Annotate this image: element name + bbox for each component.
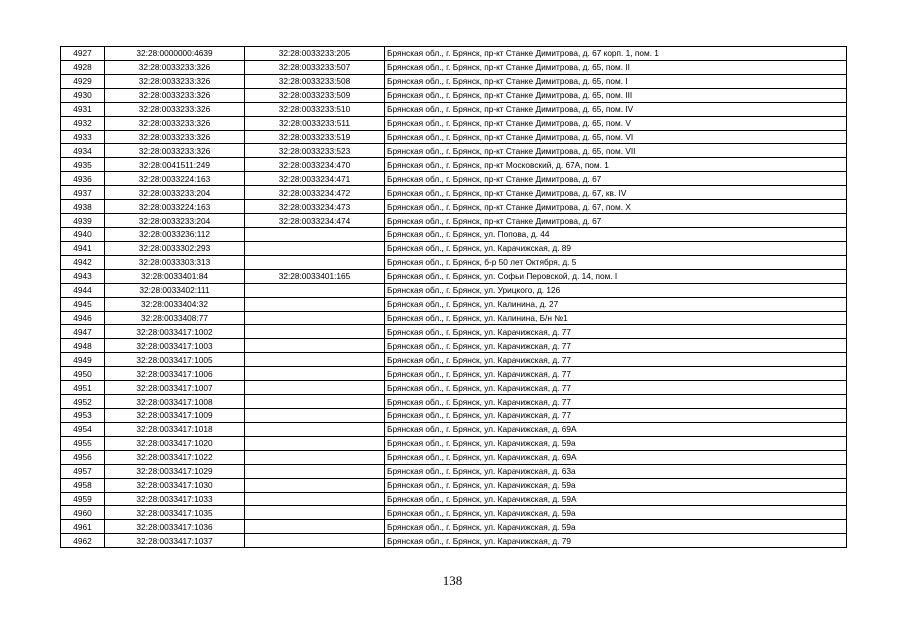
table-row [61,102,847,116]
cadastral-number-cell: 32:28:0033401:84 [105,269,245,283]
cadastral-number-cell: 32:28:0033233:326 [105,130,245,144]
cadastral-number-cell: 32:28:0033417:1009 [105,408,245,422]
address-cell: Брянская обл., г. Брянск, ул. Карачижская, д. 79 [385,534,847,548]
related-cadastral-number-cell: 32:28:0033401:165 [245,269,385,283]
document-table-body [61,47,847,548]
table-row [61,325,847,339]
related-cadastral-number-cell: 32:28:0033233:509 [245,88,385,102]
address-cell: Брянская обл., г. Брянск, пр-кт Станке Димитрова, д. 65, пом. VII [385,144,847,158]
row-number-cell: 4942 [61,255,105,269]
cadastral-number-cell: 32:28:0033303:313 [105,255,245,269]
table-row [61,144,847,158]
related-cadastral-number-cell [245,422,385,436]
related-cadastral-number-cell [245,534,385,548]
related-cadastral-number-cell [245,367,385,381]
cadastral-number-cell: 32:28:0033417:1022 [105,450,245,464]
table-row [61,186,847,200]
address-cell: Брянская обл., г. Брянск, пр-кт Станке Димитрова, д. 65, пом. I [385,74,847,88]
table-row [61,214,847,228]
row-number-cell: 4936 [61,172,105,186]
address-cell: Брянская обл., г. Брянск, ул. Карачижская, д. 69А [385,422,847,436]
address-cell: Брянская обл., г. Брянск, ул. Карачижская, д. 77 [385,367,847,381]
cadastral-number-cell: 32:28:0033417:1007 [105,381,245,395]
table-row [61,297,847,311]
table-row [61,130,847,144]
cadastral-number-cell: 32:28:0033408:77 [105,311,245,325]
table-row [61,60,847,74]
table-row [61,422,847,436]
cadastral-number-cell: 32:28:0033417:1006 [105,367,245,381]
address-cell: Брянская обл., г. Брянск, ул. Карачижская, д. 77 [385,381,847,395]
cadastral-number-cell: 32:28:0033233:326 [105,144,245,158]
address-cell: Брянская обл., г. Брянск, пр-кт Станке Димитрова, д. 67 [385,172,847,186]
related-cadastral-number-cell [245,408,385,422]
address-cell: Брянская обл., г. Брянск, ул. Карачижская, д. 59а [385,506,847,520]
cadastral-number-cell: 32:28:0033417:1030 [105,478,245,492]
table-row [61,450,847,464]
address-cell: Брянская обл., г. Брянск, пр-кт Станке Димитрова, д. 67, кв. IV [385,186,847,200]
related-cadastral-number-cell [245,339,385,353]
related-cadastral-number-cell [245,381,385,395]
related-cadastral-number-cell [245,395,385,409]
table-row [61,47,847,61]
table-row [61,241,847,255]
row-number-cell: 4951 [61,381,105,395]
row-number-cell: 4937 [61,186,105,200]
address-cell: Брянская обл., г. Брянск, ул. Карачижская, д. 59А [385,492,847,506]
related-cadastral-number-cell: 32:28:0033233:519 [245,130,385,144]
related-cadastral-number-cell: 32:28:0033234:474 [245,214,385,228]
table-row [61,492,847,506]
address-cell: Брянская обл., г. Брянск, пр-кт Станке Димитрова, д. 65, пом. V [385,116,847,130]
row-number-cell: 4928 [61,60,105,74]
cadastral-number-cell: 32:28:0033224:163 [105,172,245,186]
address-cell: Брянская обл., г. Брянск, пр-кт Станке Димитрова, д. 65, пом. IV [385,102,847,116]
cadastral-number-cell: 32:28:0000000:4639 [105,47,245,61]
address-cell: Брянская обл., г. Брянск, ул. Попова, д. 44 [385,227,847,241]
row-number-cell: 4950 [61,367,105,381]
cadastral-number-cell: 32:28:0033417:1008 [105,395,245,409]
address-cell: Брянская обл., г. Брянск, пр-кт Станке Димитрова, д. 65, пом. III [385,88,847,102]
table-row [61,88,847,102]
related-cadastral-number-cell: 32:28:0033234:472 [245,186,385,200]
row-number-cell: 4952 [61,395,105,409]
row-number-cell: 4956 [61,450,105,464]
cadastral-number-cell: 32:28:0041511:249 [105,158,245,172]
row-number-cell: 4947 [61,325,105,339]
related-cadastral-number-cell: 32:28:0033233:523 [245,144,385,158]
cadastral-number-cell: 32:28:0033417:1036 [105,520,245,534]
cadastral-number-cell: 32:28:0033417:1018 [105,422,245,436]
row-number-cell: 4935 [61,158,105,172]
address-cell: Брянская обл., г. Брянск, б-р 50 лет Октября, д. 5 [385,255,847,269]
related-cadastral-number-cell: 32:28:0033234:470 [245,158,385,172]
row-number-cell: 4943 [61,269,105,283]
related-cadastral-number-cell [245,255,385,269]
related-cadastral-number-cell: 32:28:0033233:507 [245,60,385,74]
cadastral-number-cell: 32:28:0033233:326 [105,102,245,116]
table-row [61,520,847,534]
table-row [61,506,847,520]
table-row [61,367,847,381]
table-row [61,395,847,409]
table-row [61,353,847,367]
address-cell: Брянская обл., г. Брянск, ул. Карачижская, д. 69А [385,450,847,464]
cadastral-number-cell: 32:28:0033417:1033 [105,492,245,506]
cadastral-number-cell: 32:28:0033302:293 [105,241,245,255]
address-cell: Брянская обл., г. Брянск, ул. Урицкого, д. 126 [385,283,847,297]
row-number-cell: 4931 [61,102,105,116]
related-cadastral-number-cell [245,325,385,339]
row-number-cell: 4960 [61,506,105,520]
related-cadastral-number-cell [245,492,385,506]
document-table [60,46,847,548]
row-number-cell: 4959 [61,492,105,506]
address-cell: Брянская обл., г. Брянск, пр-кт Станке Димитрова, д. 67, пом. Х [385,200,847,214]
cadastral-number-cell: 32:28:0033233:326 [105,88,245,102]
row-number-cell: 4944 [61,283,105,297]
row-number-cell: 4929 [61,74,105,88]
row-number-cell: 4953 [61,408,105,422]
row-number-cell: 4946 [61,311,105,325]
related-cadastral-number-cell: 32:28:0033233:508 [245,74,385,88]
address-cell: Брянская обл., г. Брянск, ул. Карачижская, д. 59а [385,520,847,534]
cadastral-number-cell: 32:28:0033233:326 [105,60,245,74]
row-number-cell: 4955 [61,436,105,450]
address-cell: Брянская обл., г. Брянск, ул. Карачижская, д. 77 [385,339,847,353]
related-cadastral-number-cell [245,450,385,464]
related-cadastral-number-cell [245,311,385,325]
row-number-cell: 4961 [61,520,105,534]
table-row [61,255,847,269]
row-number-cell: 4932 [61,116,105,130]
table-row [61,408,847,422]
table-row [61,311,847,325]
table-row [61,200,847,214]
related-cadastral-number-cell [245,353,385,367]
cadastral-number-cell: 32:28:0033233:204 [105,214,245,228]
cadastral-number-cell: 32:28:0033236:112 [105,227,245,241]
table-row [61,172,847,186]
table-row [61,478,847,492]
address-cell: Брянская обл., г. Брянск, ул. Карачижская, д. 77 [385,395,847,409]
cadastral-number-cell: 32:28:0033417:1035 [105,506,245,520]
address-cell: Брянская обл., г. Брянск, ул. Карачижская, д. 89 [385,241,847,255]
row-number-cell: 4933 [61,130,105,144]
address-cell: Брянская обл., г. Брянск, пр-кт Станке Димитрова, д. 65, пом. VI [385,130,847,144]
cadastral-number-cell: 32:28:0033417:1020 [105,436,245,450]
table-row [61,381,847,395]
row-number-cell: 4948 [61,339,105,353]
cadastral-number-cell: 32:28:0033417:1037 [105,534,245,548]
address-cell: Брянская обл., г. Брянск, пр-кт Станке Димитрова, д. 67 [385,214,847,228]
table-row [61,158,847,172]
related-cadastral-number-cell [245,464,385,478]
address-cell: Брянская обл., г. Брянск, ул. Карачижская, д. 59а [385,478,847,492]
row-number-cell: 4962 [61,534,105,548]
address-cell: Брянская обл., г. Брянск, ул. Карачижская, д. 77 [385,353,847,367]
related-cadastral-number-cell [245,436,385,450]
related-cadastral-number-cell [245,506,385,520]
row-number-cell: 4945 [61,297,105,311]
table-row [61,116,847,130]
cadastral-number-cell: 32:28:0033224:163 [105,200,245,214]
row-number-cell: 4934 [61,144,105,158]
address-cell: Брянская обл., г. Брянск, ул. Карачижская, д. 63а [385,464,847,478]
related-cadastral-number-cell [245,283,385,297]
row-number-cell: 4939 [61,214,105,228]
cadastral-number-cell: 32:28:0033233:326 [105,74,245,88]
related-cadastral-number-cell: 32:28:0033234:473 [245,200,385,214]
related-cadastral-number-cell [245,478,385,492]
cadastral-number-cell: 32:28:0033404:32 [105,297,245,311]
address-cell: Брянская обл., г. Брянск, ул. Калинина, д. 27 [385,297,847,311]
row-number-cell: 4954 [61,422,105,436]
row-number-cell: 4949 [61,353,105,367]
row-number-cell: 4930 [61,88,105,102]
related-cadastral-number-cell: 32:28:0033233:205 [245,47,385,61]
address-cell: Брянская обл., г. Брянск, ул. Калинина, Б/н №1 [385,311,847,325]
row-number-cell: 4958 [61,478,105,492]
related-cadastral-number-cell: 32:28:0033233:510 [245,102,385,116]
cadastral-number-cell: 32:28:0033233:326 [105,116,245,130]
address-cell: Брянская обл., г. Брянск, ул. Карачижская, д. 77 [385,408,847,422]
table-row [61,269,847,283]
table-row [61,464,847,478]
cadastral-number-cell: 32:28:0033417:1029 [105,464,245,478]
table-row [61,74,847,88]
table-row [61,227,847,241]
row-number-cell: 4940 [61,227,105,241]
table-row [61,436,847,450]
table-row [61,283,847,297]
row-number-cell: 4927 [61,47,105,61]
row-number-cell: 4941 [61,241,105,255]
related-cadastral-number-cell [245,241,385,255]
cadastral-number-cell: 32:28:0033233:204 [105,186,245,200]
related-cadastral-number-cell [245,227,385,241]
related-cadastral-number-cell [245,297,385,311]
table-row [61,534,847,548]
cadastral-number-cell: 32:28:0033417:1002 [105,325,245,339]
page-number: 138 [442,573,463,588]
address-cell: Брянская обл., г. Брянск, ул. Карачижская, д. 59а [385,436,847,450]
cadastral-number-cell: 32:28:0033417:1003 [105,339,245,353]
address-cell: Брянская обл., г. Брянск, ул. Карачижская, д. 77 [385,325,847,339]
related-cadastral-number-cell [245,520,385,534]
row-number-cell: 4938 [61,200,105,214]
cadastral-number-cell: 32:28:0033402:111 [105,283,245,297]
row-number-cell: 4957 [61,464,105,478]
address-cell: Брянская обл., г. Брянск, пр-кт Станке Димитрова, д. 65, пом. II [385,60,847,74]
address-cell: Брянская обл., г. Брянск, пр-кт Московский, д. 67А, пом. 1 [385,158,847,172]
table-row [61,339,847,353]
related-cadastral-number-cell: 32:28:0033233:511 [245,116,385,130]
related-cadastral-number-cell: 32:28:0033234:471 [245,172,385,186]
address-cell: Брянская обл., г. Брянск, пр-кт Станке Димитрова, д. 67 корп. 1, пом. 1 [385,47,847,61]
cadastral-number-cell: 32:28:0033417:1005 [105,353,245,367]
address-cell: Брянская обл., г. Брянск, ул. Софьи Перовской, д. 14, пом. I [385,269,847,283]
